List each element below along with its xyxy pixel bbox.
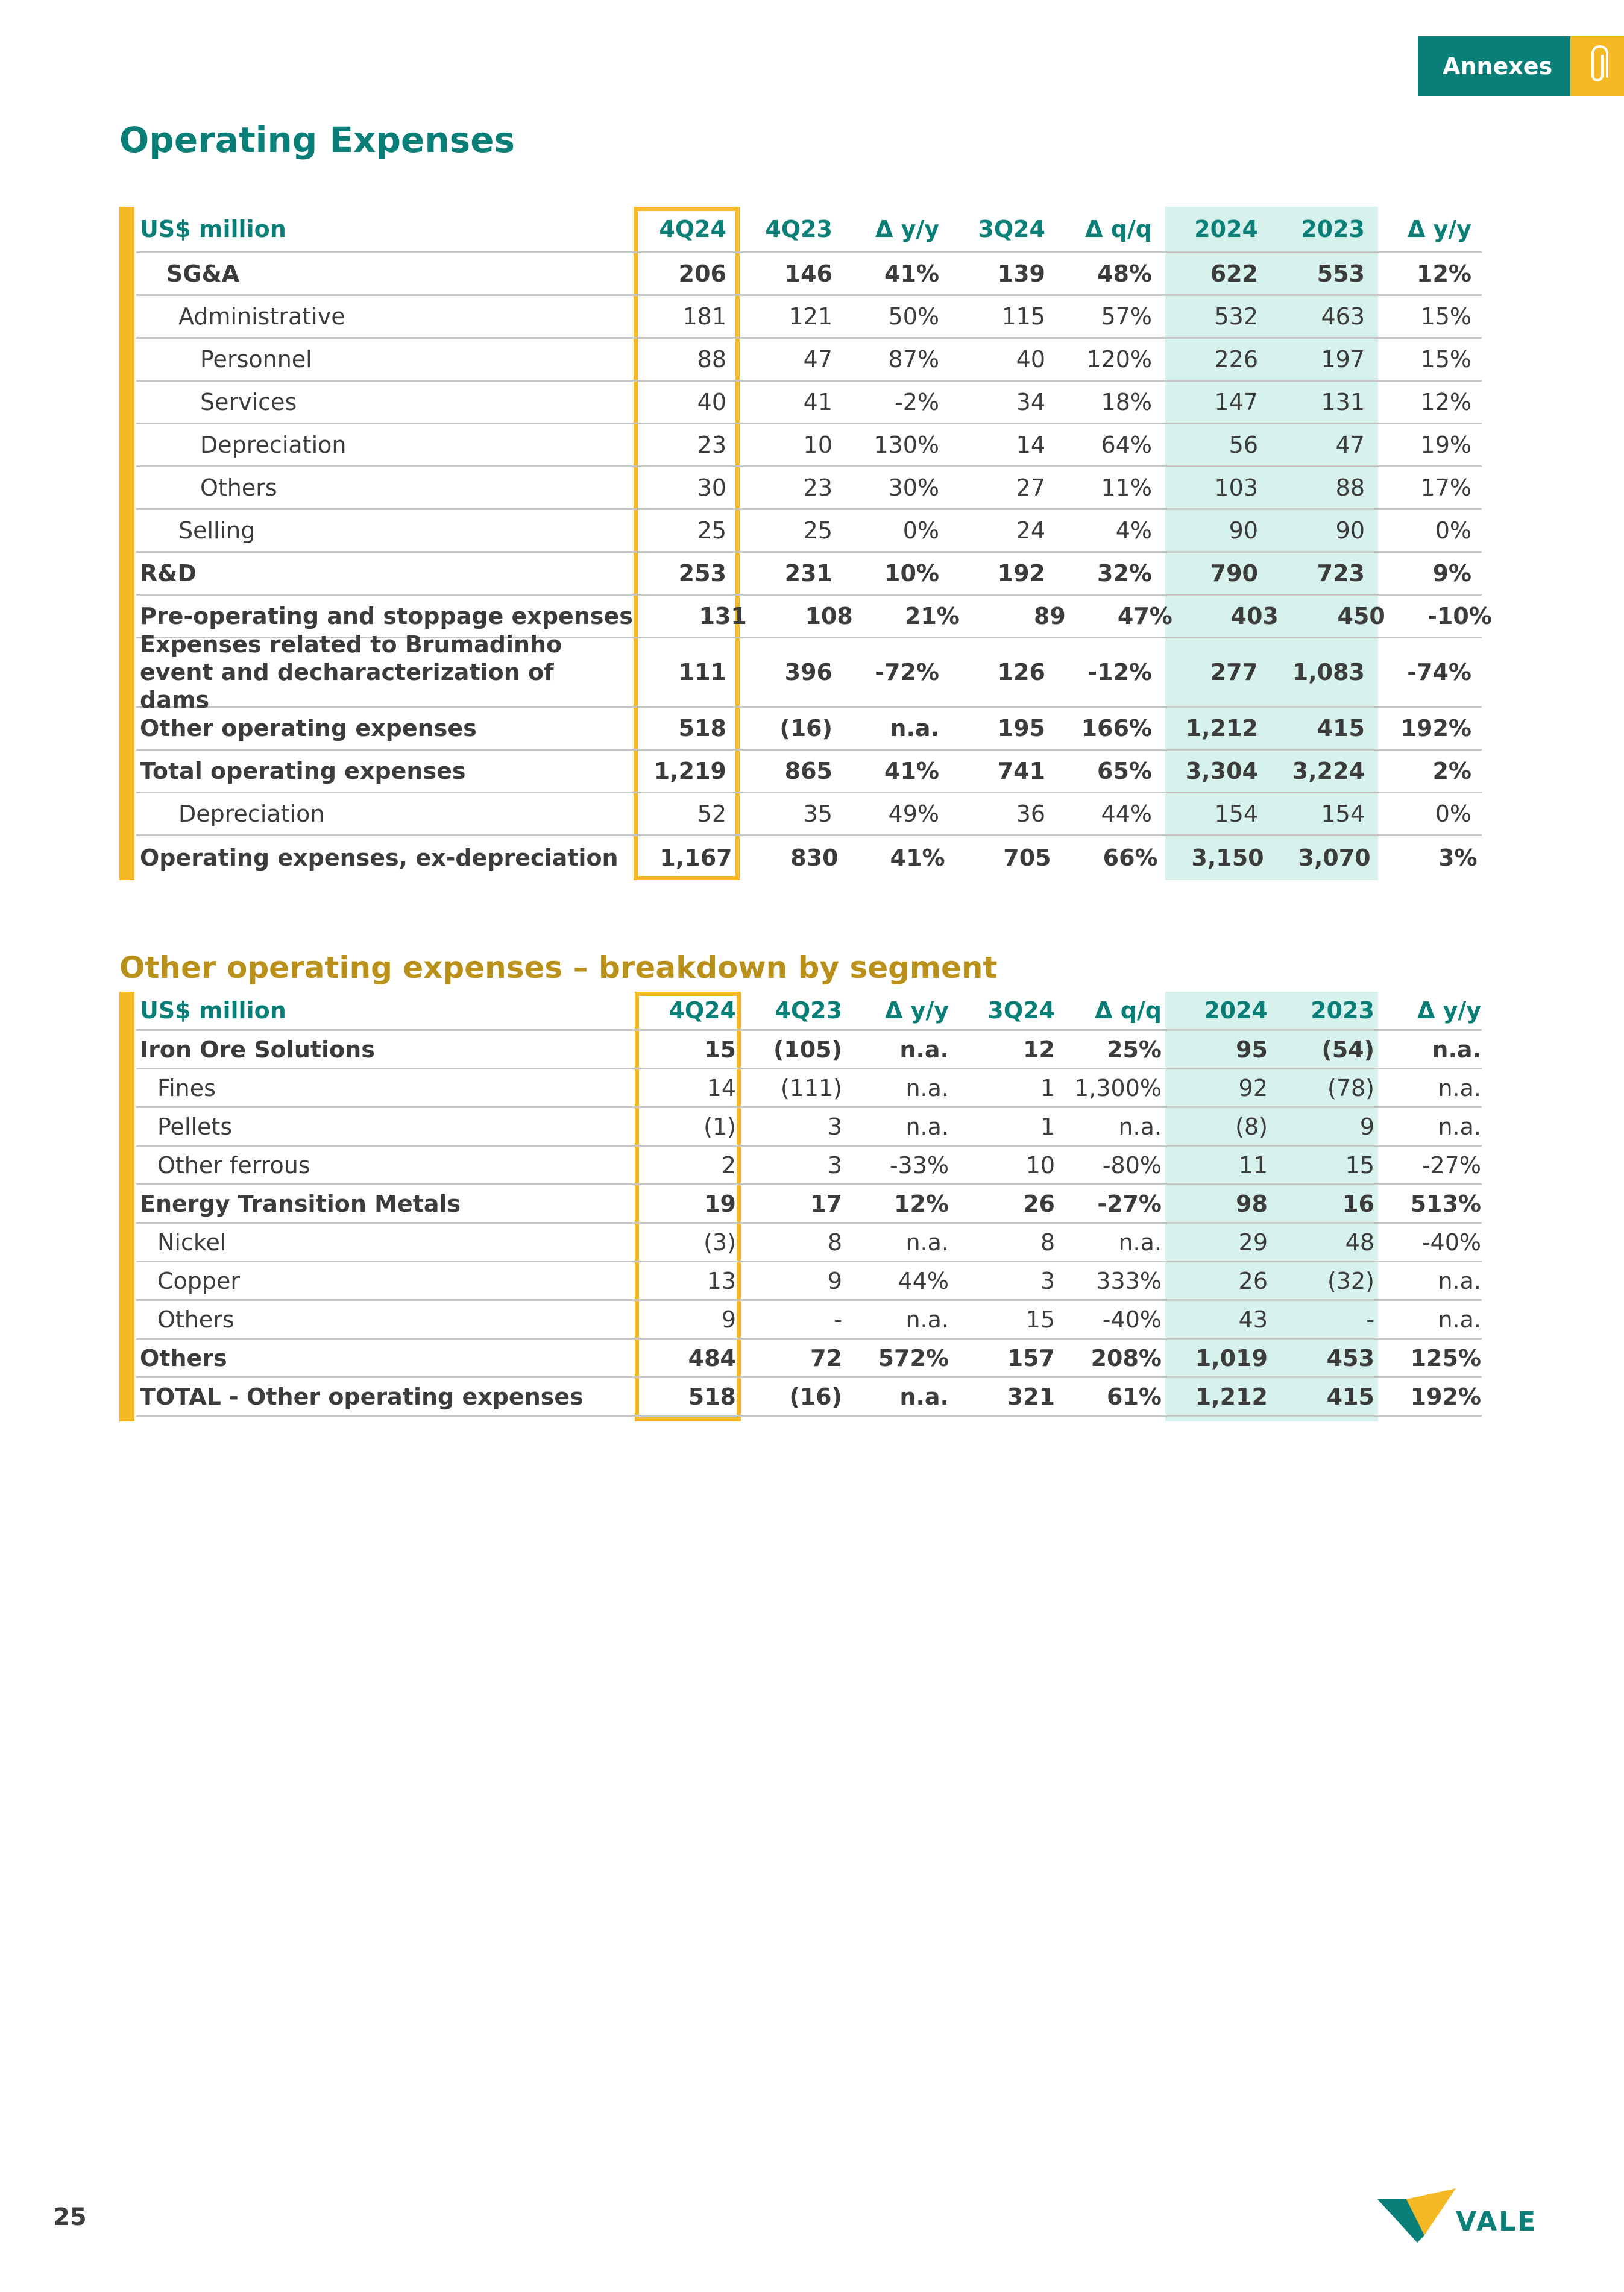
header-cell: 2024 bbox=[1194, 216, 1258, 242]
cell: 131 bbox=[699, 603, 747, 629]
cell: 9 bbox=[827, 1267, 842, 1294]
cell: n.a. bbox=[905, 1306, 949, 1333]
cell: 15% bbox=[1420, 303, 1471, 330]
cell: 29 bbox=[1238, 1229, 1268, 1256]
cell: 830 bbox=[790, 844, 839, 871]
cell: 1,083 bbox=[1292, 659, 1365, 685]
cell: n.a. bbox=[1438, 1113, 1481, 1140]
cell: 10 bbox=[1025, 1151, 1055, 1179]
cell: 17 bbox=[810, 1190, 842, 1217]
cell: 90 bbox=[1335, 517, 1365, 544]
cell: 56 bbox=[1229, 432, 1258, 458]
cell: 206 bbox=[678, 260, 726, 287]
table-row bbox=[136, 1031, 1482, 1069]
cell: 23 bbox=[803, 474, 832, 501]
annexes-tab[interactable] bbox=[1418, 36, 1570, 96]
cell: 19 bbox=[704, 1190, 736, 1217]
row-label: Depreciation bbox=[200, 432, 347, 458]
header-cell: 3Q24 bbox=[978, 216, 1045, 242]
cell: 1 bbox=[1040, 1113, 1055, 1140]
row-label: Fines bbox=[157, 1074, 216, 1101]
cell: 1,167 bbox=[659, 844, 732, 871]
cell: 226 bbox=[1214, 346, 1258, 373]
cell: 30% bbox=[888, 474, 939, 501]
cell: 65% bbox=[1097, 758, 1152, 784]
page-title: Operating Expenses bbox=[119, 119, 515, 160]
row-label: Other ferrous bbox=[157, 1151, 310, 1179]
row-label: Other operating expenses bbox=[140, 715, 477, 741]
cell: 126 bbox=[997, 659, 1045, 685]
header-cell: 4Q23 bbox=[775, 997, 842, 1024]
page-number: 25 bbox=[53, 2203, 87, 2231]
cell: 16 bbox=[1342, 1190, 1374, 1217]
cell: 15% bbox=[1420, 346, 1471, 373]
cell: 12% bbox=[894, 1190, 949, 1217]
header-cell: 4Q24 bbox=[669, 997, 736, 1024]
cell: 41% bbox=[890, 844, 945, 871]
cell: -33% bbox=[889, 1151, 949, 1179]
cell: 41% bbox=[884, 758, 939, 784]
segment-breakdown-table bbox=[119, 992, 1482, 1421]
cell: 2% bbox=[1432, 758, 1471, 784]
cell: 139 bbox=[997, 260, 1045, 287]
row-label: Iron Ore Solutions bbox=[140, 1036, 375, 1063]
cell: 1,212 bbox=[1195, 1383, 1268, 1410]
cell: 192% bbox=[1400, 715, 1471, 741]
table-row bbox=[136, 1069, 1482, 1108]
cell: 12% bbox=[1417, 260, 1471, 287]
header-cell: Δ y/y bbox=[1417, 997, 1481, 1024]
cell: 518 bbox=[678, 715, 726, 741]
cell: 17% bbox=[1420, 474, 1471, 501]
cell: 19% bbox=[1420, 432, 1471, 458]
row-label: Pre-operating and stoppage expenses bbox=[140, 603, 633, 629]
table-row bbox=[136, 510, 1482, 553]
cell: 484 bbox=[688, 1344, 736, 1371]
cell: 41% bbox=[884, 260, 939, 287]
cell: 50% bbox=[888, 303, 939, 330]
cell: 47 bbox=[803, 346, 832, 373]
cell: 11 bbox=[1238, 1151, 1268, 1179]
table-row bbox=[136, 1301, 1482, 1340]
row-label: Copper bbox=[157, 1267, 241, 1294]
table-row bbox=[136, 793, 1482, 836]
cell: 146 bbox=[784, 260, 832, 287]
cell: 415 bbox=[1326, 1383, 1374, 1410]
table-row bbox=[136, 836, 1482, 879]
cell: 154 bbox=[1321, 801, 1365, 827]
cell: 195 bbox=[997, 715, 1045, 741]
cell: 2 bbox=[721, 1151, 736, 1179]
cell: (105) bbox=[773, 1036, 842, 1063]
cell: 12 bbox=[1023, 1036, 1055, 1063]
cell: 1,300% bbox=[1074, 1074, 1162, 1101]
cell: 9 bbox=[721, 1306, 736, 1333]
header-cell: Δ y/y bbox=[875, 216, 939, 242]
cell: 1 bbox=[1040, 1074, 1055, 1101]
cell: 44% bbox=[898, 1267, 949, 1294]
cell: 25 bbox=[697, 517, 726, 544]
row-label: Personnel bbox=[200, 346, 312, 373]
cell: 231 bbox=[784, 560, 832, 587]
cell: 11% bbox=[1101, 474, 1152, 501]
cell: 865 bbox=[784, 758, 832, 784]
cell: -12% bbox=[1087, 659, 1152, 685]
cell: 66% bbox=[1103, 844, 1158, 871]
cell: 14 bbox=[1016, 432, 1045, 458]
cell: n.a. bbox=[1118, 1113, 1162, 1140]
cell: 208% bbox=[1091, 1344, 1162, 1371]
cell: 121 bbox=[788, 303, 832, 330]
cell: 72 bbox=[810, 1344, 842, 1371]
cell: n.a. bbox=[905, 1074, 949, 1101]
row-label: Services bbox=[200, 389, 297, 415]
cell: 24 bbox=[1016, 517, 1045, 544]
cell: 47% bbox=[1117, 603, 1172, 629]
header-label: US$ million bbox=[140, 997, 286, 1024]
cell: -40% bbox=[1102, 1306, 1162, 1333]
cell: -72% bbox=[875, 659, 939, 685]
cell: 27 bbox=[1016, 474, 1045, 501]
cell: 44% bbox=[1101, 801, 1152, 827]
cell: 40 bbox=[697, 389, 726, 415]
row-label: Pellets bbox=[157, 1113, 233, 1140]
cell: 3,070 bbox=[1298, 844, 1371, 871]
cell: 108 bbox=[805, 603, 853, 629]
brand-wordmark: VALE bbox=[1456, 2206, 1538, 2237]
cell: 321 bbox=[1007, 1383, 1055, 1410]
cell: 10% bbox=[884, 560, 939, 587]
cell: 35 bbox=[803, 801, 832, 827]
cell: 705 bbox=[1003, 844, 1051, 871]
cell: 8 bbox=[827, 1229, 842, 1256]
cell: 4% bbox=[1115, 517, 1152, 544]
cell: (3) bbox=[703, 1229, 736, 1256]
cell: 92 bbox=[1238, 1074, 1268, 1101]
cell: n.a. bbox=[1438, 1074, 1481, 1101]
cell: n.a. bbox=[1438, 1306, 1481, 1333]
cell: 463 bbox=[1321, 303, 1365, 330]
cell: 21% bbox=[904, 603, 960, 629]
table-row bbox=[136, 339, 1482, 382]
cell: 741 bbox=[997, 758, 1045, 784]
cell: 3 bbox=[827, 1113, 842, 1140]
cell: 90 bbox=[1229, 517, 1258, 544]
table-header-row bbox=[136, 992, 1482, 1031]
header-cell: Δ q/q bbox=[1085, 216, 1152, 242]
cell: 415 bbox=[1317, 715, 1365, 741]
operating-expenses-table bbox=[119, 207, 1492, 880]
cell: 131 bbox=[1321, 389, 1365, 415]
cell: 518 bbox=[688, 1383, 736, 1410]
cell: (78) bbox=[1327, 1074, 1374, 1101]
header-cell: Δ q/q bbox=[1095, 997, 1162, 1024]
cell: 10 bbox=[803, 432, 832, 458]
cell: n.a. bbox=[905, 1113, 949, 1140]
cell: 95 bbox=[1236, 1036, 1268, 1063]
cell: 40 bbox=[1016, 346, 1045, 373]
row-label: Selling bbox=[178, 517, 256, 544]
header-cell: 3Q24 bbox=[987, 997, 1055, 1024]
cell: 32% bbox=[1097, 560, 1152, 587]
cell: n.a. bbox=[1438, 1267, 1481, 1294]
cell: 36 bbox=[1016, 801, 1045, 827]
cell: 3 bbox=[1040, 1267, 1055, 1294]
cell: 61% bbox=[1107, 1383, 1162, 1410]
header-cell: 4Q23 bbox=[765, 216, 832, 242]
table-row bbox=[136, 1147, 1482, 1185]
cell: 572% bbox=[878, 1344, 949, 1371]
cell: -2% bbox=[895, 389, 939, 415]
cell: 88 bbox=[697, 346, 726, 373]
cell: 111 bbox=[678, 659, 726, 685]
cell: n.a. bbox=[890, 715, 939, 741]
cell: (32) bbox=[1327, 1267, 1374, 1294]
cell: - bbox=[1366, 1306, 1374, 1333]
cell: 192 bbox=[997, 560, 1045, 587]
cell: -74% bbox=[1407, 659, 1471, 685]
table-row bbox=[136, 1378, 1482, 1417]
cell: 333% bbox=[1096, 1267, 1162, 1294]
table-row bbox=[136, 253, 1482, 296]
cell: n.a. bbox=[905, 1229, 949, 1256]
cell: 0% bbox=[1435, 801, 1471, 827]
cell: 450 bbox=[1337, 603, 1385, 629]
table-row bbox=[136, 708, 1482, 751]
cell: 453 bbox=[1326, 1344, 1374, 1371]
cell: 52 bbox=[697, 801, 726, 827]
table-row bbox=[136, 1340, 1482, 1378]
cell: 49% bbox=[888, 801, 939, 827]
cell: 8 bbox=[1040, 1229, 1055, 1256]
row-label: Depreciation bbox=[178, 801, 325, 827]
cell: 25% bbox=[1107, 1036, 1162, 1063]
cell: 47 bbox=[1335, 432, 1365, 458]
table-row bbox=[136, 382, 1482, 424]
row-label: Total operating expenses bbox=[140, 758, 466, 784]
cell: 1,212 bbox=[1185, 715, 1258, 741]
cell: 23 bbox=[697, 432, 726, 458]
table-row bbox=[136, 1108, 1482, 1147]
cell: 197 bbox=[1321, 346, 1365, 373]
row-label: Operating expenses, ex-depreciation bbox=[140, 844, 618, 871]
cell: 34 bbox=[1016, 389, 1045, 415]
cell: 513% bbox=[1410, 1190, 1481, 1217]
row-label: TOTAL - Other operating expenses bbox=[140, 1383, 584, 1410]
cell: (1) bbox=[703, 1113, 736, 1140]
cell: 0% bbox=[1435, 517, 1471, 544]
cell: 1,219 bbox=[653, 758, 726, 784]
header-cell: 2023 bbox=[1301, 216, 1365, 242]
cell: -27% bbox=[1097, 1190, 1162, 1217]
cell: 57% bbox=[1101, 303, 1152, 330]
cell: n.a. bbox=[1432, 1036, 1481, 1063]
cell: 790 bbox=[1210, 560, 1258, 587]
header-cell: Δ y/y bbox=[1407, 216, 1471, 242]
cell: 253 bbox=[678, 560, 726, 587]
section-title: Other operating expenses – breakdown by segment bbox=[119, 950, 998, 985]
cell: 88 bbox=[1335, 474, 1365, 501]
cell: 532 bbox=[1214, 303, 1258, 330]
cell: 622 bbox=[1210, 260, 1258, 287]
table-row bbox=[136, 1224, 1482, 1262]
cell: 130% bbox=[873, 432, 939, 458]
cell: -27% bbox=[1421, 1151, 1481, 1179]
cell: 181 bbox=[682, 303, 726, 330]
header-cell: 2023 bbox=[1311, 997, 1374, 1024]
cell: 157 bbox=[1007, 1344, 1055, 1371]
table-row bbox=[136, 631, 1482, 713]
cell: (54) bbox=[1321, 1036, 1374, 1063]
cell: -40% bbox=[1421, 1229, 1481, 1256]
cell: 3,224 bbox=[1292, 758, 1365, 784]
row-label: SG&A bbox=[166, 260, 240, 287]
cell: 48 bbox=[1345, 1229, 1374, 1256]
header-cell: Δ y/y bbox=[884, 997, 949, 1024]
cell: 1,019 bbox=[1195, 1344, 1268, 1371]
paperclip-icon bbox=[1570, 36, 1624, 96]
cell: 277 bbox=[1210, 659, 1258, 685]
cell: 115 bbox=[1001, 303, 1045, 330]
cell: 87% bbox=[888, 346, 939, 373]
cell: 43 bbox=[1238, 1306, 1268, 1333]
cell: 14 bbox=[707, 1074, 736, 1101]
cell: 3% bbox=[1438, 844, 1478, 871]
cell: 120% bbox=[1086, 346, 1152, 373]
row-label: R&D bbox=[140, 560, 197, 587]
cell: 15 bbox=[1025, 1306, 1055, 1333]
cell: 18% bbox=[1101, 389, 1152, 415]
table-row bbox=[136, 553, 1482, 596]
cell: 147 bbox=[1214, 389, 1258, 415]
row-label: Energy Transition Metals bbox=[140, 1190, 461, 1217]
row-label: Administrative bbox=[178, 303, 345, 330]
cell: 0% bbox=[902, 517, 939, 544]
cell: n.a. bbox=[1118, 1229, 1162, 1256]
cell: - bbox=[834, 1306, 842, 1333]
cell: 98 bbox=[1236, 1190, 1268, 1217]
cell: 9% bbox=[1432, 560, 1471, 587]
row-label: Nickel bbox=[157, 1229, 227, 1256]
cell: 192% bbox=[1410, 1383, 1481, 1410]
annexes-label: Annexes bbox=[1443, 53, 1553, 80]
cell: 30 bbox=[697, 474, 726, 501]
cell: 89 bbox=[1033, 603, 1066, 629]
cell: 26 bbox=[1023, 1190, 1055, 1217]
row-label: Others bbox=[200, 474, 277, 501]
cell: 3,150 bbox=[1191, 844, 1264, 871]
cell: 26 bbox=[1238, 1267, 1268, 1294]
cell: (16) bbox=[779, 715, 832, 741]
cell: 12% bbox=[1420, 389, 1471, 415]
table-header-row bbox=[136, 207, 1482, 253]
cell: 396 bbox=[784, 659, 832, 685]
cell: (8) bbox=[1235, 1113, 1268, 1140]
cell: 15 bbox=[704, 1036, 736, 1063]
header-label: US$ million bbox=[140, 216, 286, 242]
cell: 103 bbox=[1214, 474, 1258, 501]
cell: 48% bbox=[1097, 260, 1152, 287]
cell: 403 bbox=[1230, 603, 1279, 629]
table-row bbox=[136, 296, 1482, 339]
cell: -10% bbox=[1427, 603, 1492, 629]
cell: n.a. bbox=[899, 1383, 949, 1410]
table-row bbox=[136, 467, 1482, 510]
cell: 41 bbox=[803, 389, 832, 415]
table-row bbox=[136, 1185, 1482, 1224]
cell: -80% bbox=[1102, 1151, 1162, 1179]
cell: 3 bbox=[827, 1151, 842, 1179]
row-label: Expenses related to Brumadinho event and decharacterization of dams bbox=[140, 631, 562, 713]
cell: 166% bbox=[1081, 715, 1152, 741]
row-label: Others bbox=[157, 1306, 234, 1333]
header-cell: 2024 bbox=[1204, 997, 1268, 1024]
cell: (16) bbox=[789, 1383, 842, 1410]
cell: 3,304 bbox=[1185, 758, 1258, 784]
cell: 553 bbox=[1317, 260, 1365, 287]
table-row bbox=[136, 751, 1482, 793]
cell: 15 bbox=[1345, 1151, 1374, 1179]
header-cell: 4Q24 bbox=[659, 216, 726, 242]
cell: 64% bbox=[1101, 432, 1152, 458]
cell: 13 bbox=[707, 1267, 736, 1294]
cell: 9 bbox=[1359, 1113, 1374, 1140]
cell: 125% bbox=[1410, 1344, 1481, 1371]
cell: 25 bbox=[803, 517, 832, 544]
row-label: Others bbox=[140, 1344, 227, 1371]
cell: 154 bbox=[1214, 801, 1258, 827]
cell: (111) bbox=[780, 1074, 842, 1101]
cell: 723 bbox=[1317, 560, 1365, 587]
cell: n.a. bbox=[899, 1036, 949, 1063]
table-row bbox=[136, 424, 1482, 467]
table-row bbox=[136, 1262, 1482, 1301]
